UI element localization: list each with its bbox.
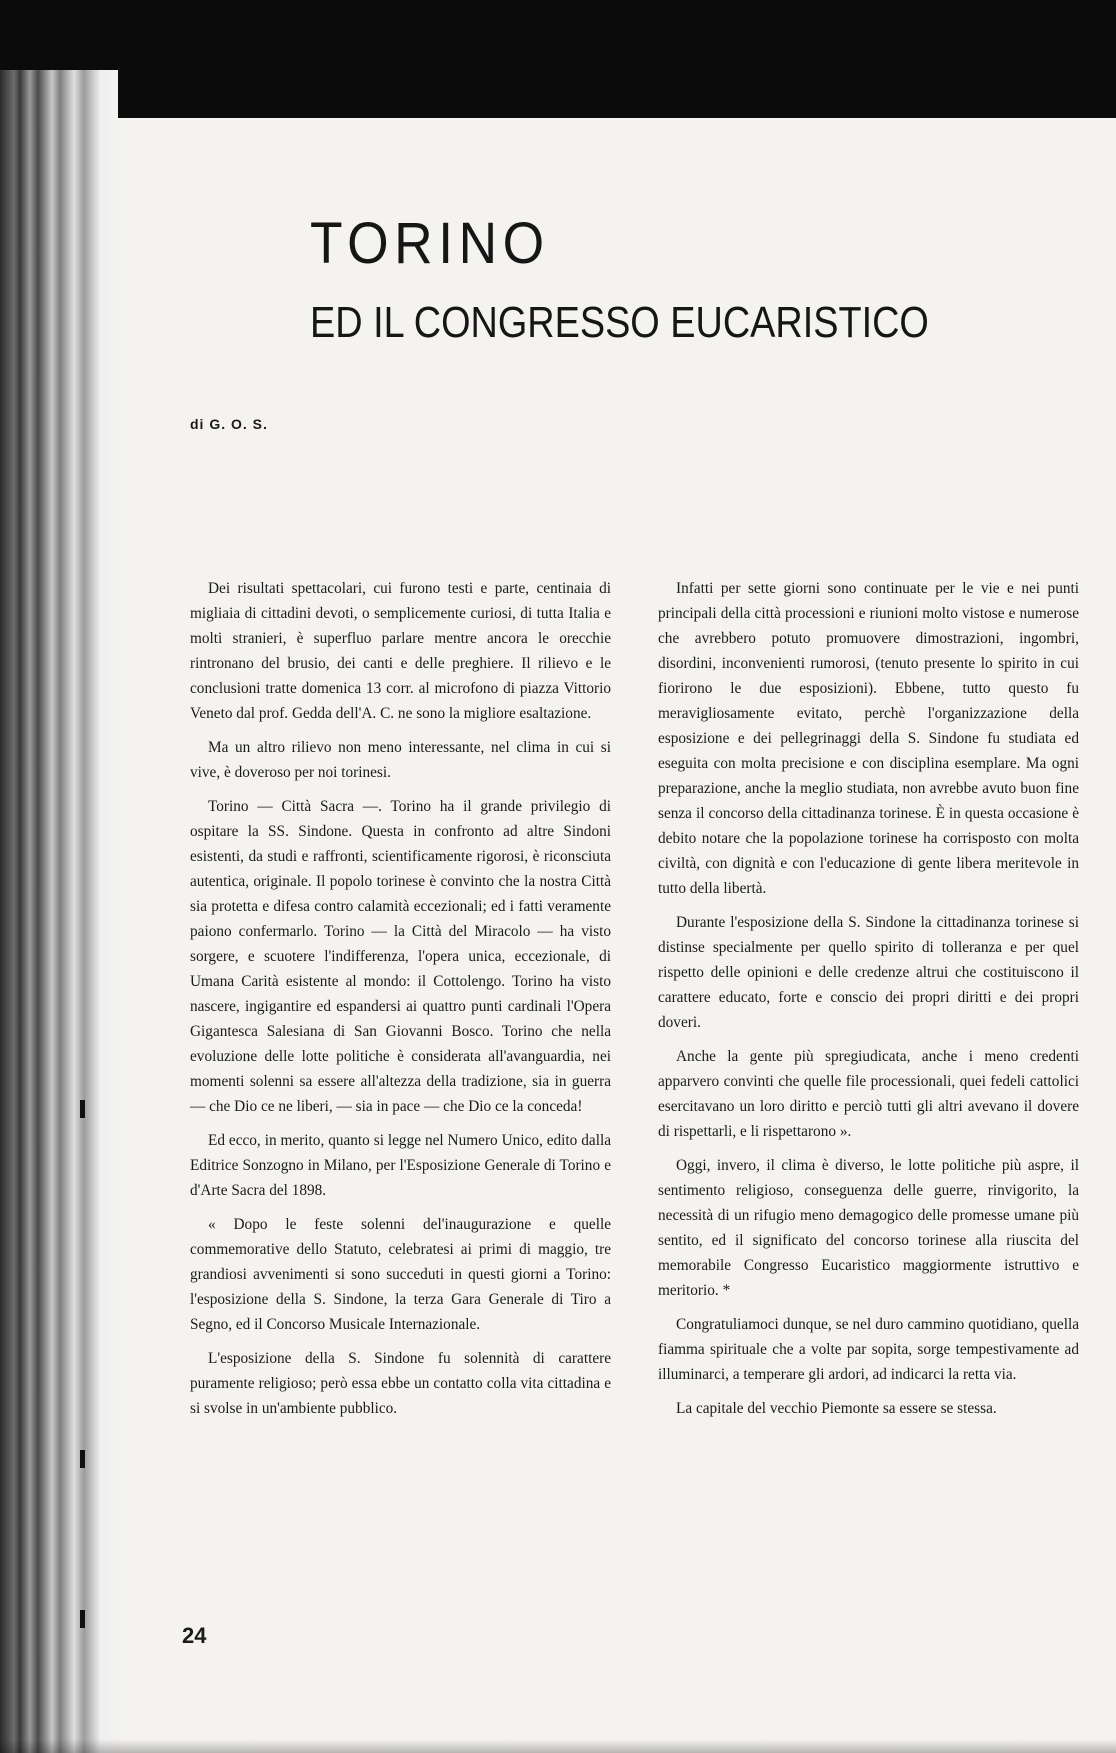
- scan-top-shadow: [0, 0, 1116, 118]
- article-subtitle: ED IL CONGRESSO EUCARISTICO: [310, 298, 929, 347]
- article-title: TORINO: [310, 211, 550, 276]
- paragraph: Infatti per sette giorni sono continuate per le vie e nei punti principali della città processioni e riunioni molto vistose e numerose che avrebbero potuto promuovere dimostrazioni, ingombri, disordini, inconvenienti rumorosi, (tenuto presente lo spirito in cui fiorirono le due esposizioni). Ebbene, tutto questo fu meravigliosamente evitato, perchè l'organizzazione della esposizione e dei pellegrinaggi della S. Sindone fu studiata ed eseguita con molta precisione e con disciplina esemplare. Ma ogni preparazione, anche la meglio studiata, non avrebbe avuto buon fine senza il concorso della cittadinanza torinese. È in questa occasione è debito notare che la popolazione torinese ha corrisposto con molta civiltà, con dignità e con l'educazione di gente libera meritevole in tutto della libertà.: [658, 580, 1079, 897]
- right-text-column: [658, 576, 1079, 1430]
- paragraph: La capitale del vecchio Piemonte sa essere se stessa.: [676, 1400, 997, 1417]
- paragraph: L'esposizione della S. Sindone fu solennità di carattere puramente religioso; però essa ebbe un contatto colla vita cittadina e si svolse in un'ambiente pubblico.: [190, 1350, 611, 1417]
- paragraph: « Dopo le feste solenni del'inaugurazione e quelle commemorative dello Statuto, celebratesi ai primi di maggio, tre grandiosi avvenimenti si sono succeduti in questi giorni a Torino: l'esposizione della S. Sindone, la terza Gara Generale di Tiro a Segno, ed il Concorso Musicale Internazionale.: [190, 1216, 611, 1333]
- paragraph: Oggi, invero, il clima è diverso, le lotte politiche più aspre, il sentimento religioso, conseguenza delle guerre, rinvigorito, la necessità di un rifugio meno demagogico delle promesse umane più sentito, ed il significato del concorso torinese alla riuscita del memorabile Congresso Eucaristico maggiormente istruttivo e meritorio. *: [658, 1157, 1079, 1299]
- paragraph: Durante l'esposizione della S. Sindone la cittadinanza torinese si distinse specialmente per quello spirito di tolleranza e per quel rispetto delle opinioni e delle credenze altrui che costituiscono il carattere educato, forte e conscio dei propri diritti e dei propri doveri.: [658, 914, 1079, 1031]
- paragraph: Ed ecco, in merito, quanto si legge nel Numero Unico, edito dalla Editrice Sonzogno in Milano, per l'Esposizione Generale di Torino e d'Arte Sacra del 1898.: [190, 1132, 611, 1199]
- paragraph: Anche la gente più spregiudicata, anche i meno credenti apparvero convinti che quelle file processionali, quei fedeli cattolici esercitavano un loro diritto e perciò tutti gli altri avevano il dovere di rispettarli, e li rispettarono ».: [658, 1048, 1079, 1140]
- page-edge-mark: [80, 1450, 85, 1468]
- document-page: [118, 118, 1116, 1753]
- paragraph: Congratuliamoci dunque, se nel duro cammino quotidiano, quella fiamma spirituale che a volte par sopita, sorge tempestivamente ad illuminarci, a temperare gli ardori, ad indicarci la retta via.: [658, 1316, 1079, 1383]
- book-spine-edge: [0, 70, 118, 1753]
- page-number: 24: [182, 1623, 207, 1648]
- scan-bottom-shadow: [0, 1739, 1116, 1753]
- paragraph: Dei risultati spettacolari, cui furono testi e parte, centinaia di migliaia di cittadini devoti, o semplicemente curiosi, di tutta Italia e molti stranieri, è superfluo parlare mentre ancora le orecchie rintronano del brusio, dei canti e delle preghiere. Il rilievo e le conclusioni tratte domenica 13 corr. al microfono di piazza Vittorio Veneto dal prof. Gedda dell'A. C. ne sono la migliore esaltazione.: [190, 580, 611, 722]
- page-edge-mark: [80, 1100, 85, 1118]
- page-edge-mark: [80, 1610, 85, 1628]
- article-author: di G. O. S.: [190, 416, 268, 432]
- left-text-column: [190, 576, 611, 1430]
- paragraph: Torino — Città Sacra —. Torino ha il grande privilegio di ospitare la SS. Sindone. Questa in confronto ad altre Sindoni esistenti, da studi e raffronti, scientificamente rigorosi, è riconsciuta autentica, originale. Il popolo torinese è convinto che la nostra Città sia protetta e difesa contro calamità eccezionali; ed i fatti veramente paiono confermarlo. Torino — la Città del Miracolo — ha visto sorgere, e scuotere l'indifferenza, l'opera unica, eccezionale, di Umana Carità esistente al mondo: il Cottolengo. Torino ha visto nascere, ingigantire ed espandersi ai quattro punti cardinali l'Opera Gigantesca Salesiana di San Giovanni Bosco. Torino che nella evoluzione delle lotte politiche è considerata all'avanguardia, nei momenti solenni sa essere all'altezza della tradizione, sia in guerra — che Dio ce ne liberi, — sia in pace — che Dio ce la conceda!: [190, 798, 611, 1115]
- paragraph: Ma un altro rilievo non meno interessante, nel clima in cui si vive, è doveroso per noi torinesi.: [190, 739, 611, 781]
